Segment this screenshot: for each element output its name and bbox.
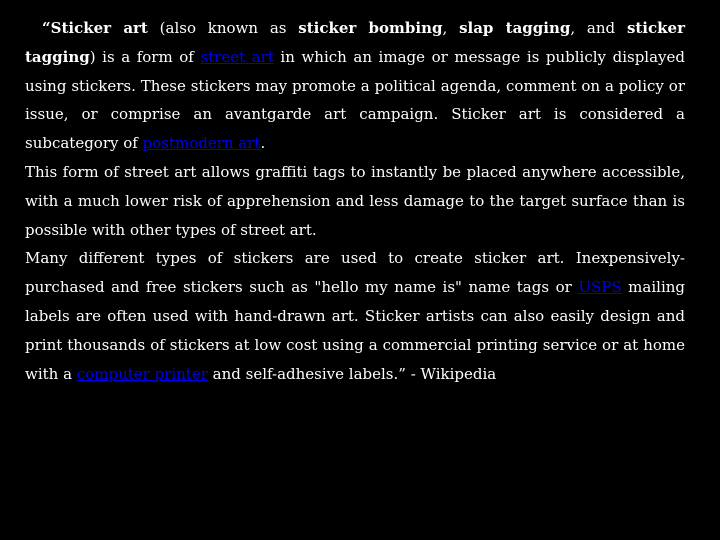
link-usps[interactable]: USPS bbox=[578, 278, 622, 297]
text-segment: Many different types of stickers are used to create sticker art. Inexpensively-purchased and free stickers such as "hello my name is" name tags or bbox=[25, 249, 685, 297]
term-slap-tagging: slap tagging bbox=[459, 19, 571, 37]
text-segment: , and bbox=[570, 19, 627, 37]
text-segment: This form of street art allows graffiti tags to instantly be placed anywhere accessible, with a much lower risk of apprehension and less damage to the target surface than is possible with other types of street art. bbox=[25, 162, 685, 239]
text-segment: . bbox=[260, 134, 266, 153]
link-street-art[interactable]: street art bbox=[200, 47, 274, 66]
text-segment: mailing labels are often used with hand-drawn art. Sticker artists can also easily design and print thousands of stickers at low cost using a commercial printing service or at home with a bbox=[25, 278, 685, 383]
text-segment: , bbox=[442, 19, 460, 37]
paragraph-types bbox=[25, 244, 685, 388]
text-segment: in which an image or message is publicly displayed using stickers. These stickers may promote a political agenda, comment on a policy or issue, or comprise an avantgarde art campaign. Sticker art is considered a subcategory of bbox=[25, 47, 685, 153]
text-segment: (also known as bbox=[147, 19, 299, 37]
article-text bbox=[25, 14, 685, 388]
paragraph-graffiti bbox=[25, 158, 685, 244]
text-segment: and self-adhesive labels.” - Wikipedia bbox=[207, 364, 497, 383]
text-segment: ) is a form of bbox=[89, 47, 201, 66]
term-sticker-art: Sticker art bbox=[50, 19, 148, 37]
open-quote: “ bbox=[42, 19, 51, 37]
paragraph-definition bbox=[25, 14, 685, 158]
link-computer-printer[interactable]: computer printer bbox=[76, 364, 208, 383]
link-postmodern-art[interactable]: postmodern art bbox=[142, 134, 261, 153]
term-sticker-bombing: sticker bombing bbox=[298, 19, 443, 37]
term-sticker-tagging: sticker tagging bbox=[25, 19, 685, 66]
